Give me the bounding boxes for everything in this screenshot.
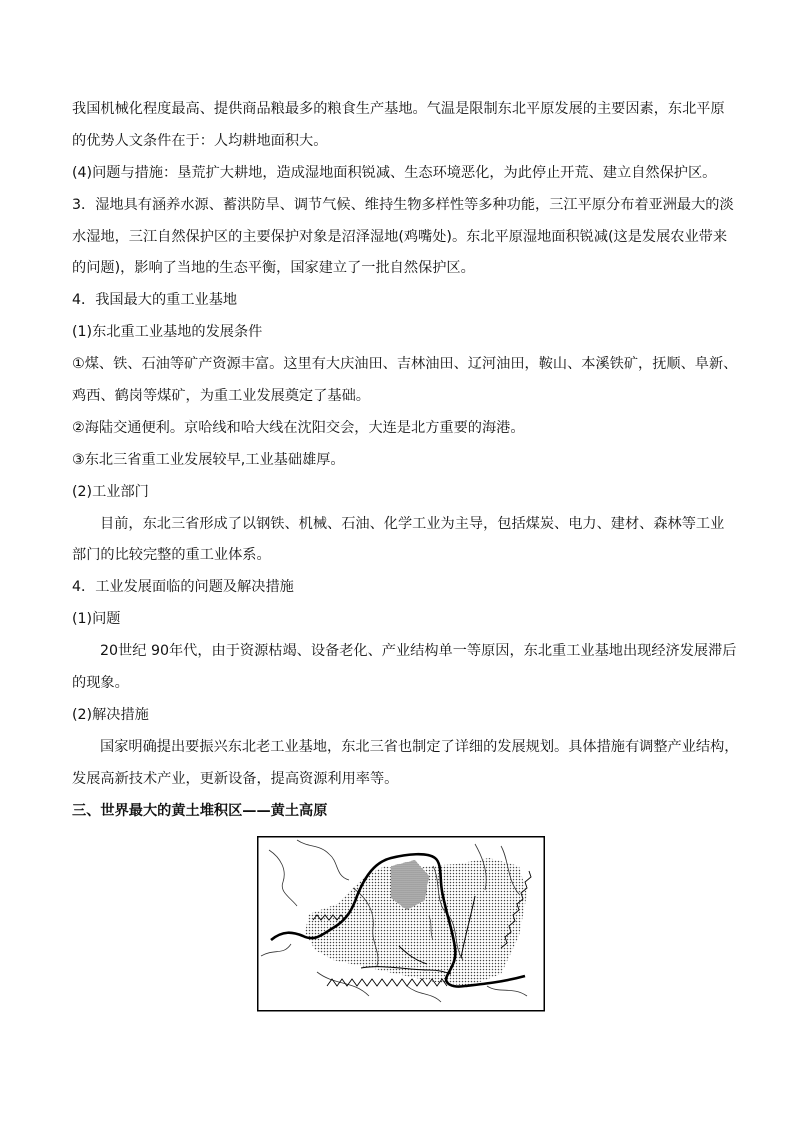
paragraph-line: 部门的比较完整的重工业体系。 (72, 547, 271, 564)
paragraph-line: ②海陆交通便利。京哈线和哈大线在沈阳交会，大连是北方重要的海港。 (72, 419, 525, 436)
paragraph-line: 目前，东北三省形成了以钢铁、机械、石油、化学工业为主导，包括煤炭、电力、建材、森林等工业 (100, 515, 725, 532)
subsection-heading: (1)东北重工业基地的发展条件 (72, 324, 263, 341)
document-body (72, 98, 739, 831)
paragraph-line: 国家明确提出要振兴东北老工业基地，东北三省也制定了详细的发展规划。具体措施有调整产业结构， (100, 738, 739, 755)
loess-plateau-map (257, 836, 545, 1014)
paragraph-line: 鸡西、鹤岗等煤矿，为重工业发展奠定了基础。 (72, 388, 370, 405)
paragraph-line: ①煤、铁、石油等矿产资源丰富。这里有大庆油田、吉林油田、辽河油田，鞍山、本溪铁矿，抚顺、阜新、 (72, 356, 738, 373)
paragraph-line: 发展高新技术产业，更新设备，提高资源利用率等。 (72, 770, 399, 787)
section-heading: 4．工业发展面临的问题及解决措施 (72, 579, 294, 596)
subsection-heading: (2)解决措施 (72, 706, 149, 723)
subsection-heading: (2)工业部门 (72, 483, 149, 500)
paragraph-line: 我国机械化程度最高、提供商品粮最多的粮食生产基地。气温是限制东北平原发展的主要因素，东北平原 (72, 101, 725, 117)
map-figure (257, 836, 545, 1014)
paragraph-line: 的优势人文条件在于：人均耕地面积大。 (72, 132, 328, 149)
chapter-heading: 三、世界最大的黄土堆积区——黄土高原 (72, 802, 328, 819)
paragraph-line: 的问题)，影响了当地的生态平衡，国家建立了一批自然保护区。 (72, 260, 475, 277)
paragraph-line: 的现象。 (72, 675, 129, 692)
subsection-heading: (1)问题 (72, 611, 121, 628)
paragraph-line: ③东北三省重工业发展较早,工业基础雄厚。 (72, 451, 345, 468)
paragraph-line: 水湿地，三江自然保护区的主要保护对象是沼泽湿地(鸡嘴处)。东北平原湿地面积锐减(这是发展农业带来 (72, 228, 728, 245)
paragraph-line: 3．湿地具有涵养水源、蓄洪防旱、调节气候、维持生物多样性等多种功能，三江平原分布着亚洲最大的淡 (72, 196, 734, 213)
paragraph-line: 20世纪 90年代，由于资源枯竭、设备老化、产业结构单一等原因，东北重工业基地出现经济发展滞后 (100, 643, 737, 660)
section-heading: 4．我国最大的重工业基地 (72, 292, 238, 309)
paragraph-line: (4)问题与措施：垦荒扩大耕地，造成湿地面积锐减、生态环境恶化，为此停止开荒、建立自然保护区。 (72, 164, 717, 181)
